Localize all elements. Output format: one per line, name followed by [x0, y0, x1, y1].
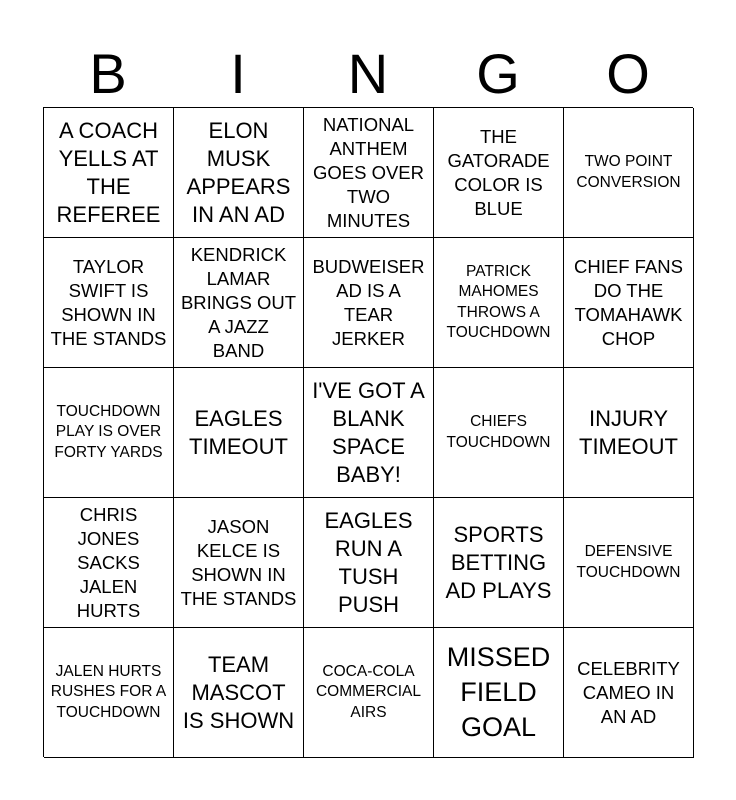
bingo-cell[interactable]: CHIEF FANS DO THE TOMAHAWK CHOP: [564, 238, 694, 368]
bingo-cell[interactable]: DEFENSIVE TOUCHDOWN: [564, 498, 694, 628]
bingo-cell[interactable]: TAYLOR SWIFT IS SHOWN IN THE STANDS: [44, 238, 174, 368]
bingo-cell[interactable]: I'VE GOT A BLANK SPACE BABY!: [304, 368, 434, 498]
bingo-cell[interactable]: A COACH YELLS AT THE REFEREE: [44, 108, 174, 238]
bingo-cell[interactable]: BUDWEISER AD IS A TEAR JERKER: [304, 238, 434, 368]
bingo-cell[interactable]: NATIONAL ANTHEM GOES OVER TWO MINUTES: [304, 108, 434, 238]
header-letter-n: N: [347, 42, 389, 105]
bingo-cell[interactable]: CHIEFS TOUCHDOWN: [434, 368, 564, 498]
bingo-cell[interactable]: ELON MUSK APPEARS IN AN AD: [174, 108, 304, 238]
bingo-cell[interactable]: COCA-COLA COMMERCIAL AIRS: [304, 628, 434, 758]
bingo-cell[interactable]: TWO POINT CONVERSION: [564, 108, 694, 238]
bingo-header: [43, 44, 693, 104]
header-letter-i: I: [230, 42, 246, 105]
bingo-cell[interactable]: SPORTS BETTING AD PLAYS: [434, 498, 564, 628]
header-letter-o: O: [606, 42, 650, 105]
bingo-cell[interactable]: TOUCHDOWN PLAY IS OVER FORTY YARDS: [44, 368, 174, 498]
bingo-cell[interactable]: CHRIS JONES SACKS JALEN HURTS: [44, 498, 174, 628]
bingo-cell[interactable]: CELEBRITY CAMEO IN AN AD: [564, 628, 694, 758]
bingo-cell[interactable]: JALEN HURTS RUSHES FOR A TOUCHDOWN: [44, 628, 174, 758]
bingo-cell[interactable]: EAGLES RUN A TUSH PUSH: [304, 498, 434, 628]
header-letter-g: G: [476, 42, 520, 105]
bingo-cell[interactable]: INJURY TIMEOUT: [564, 368, 694, 498]
bingo-cell[interactable]: JASON KELCE IS SHOWN IN THE STANDS: [174, 498, 304, 628]
bingo-cell[interactable]: THE GATORADE COLOR IS BLUE: [434, 108, 564, 238]
header-letter-b: B: [89, 42, 127, 105]
bingo-cell[interactable]: TEAM MASCOT IS SHOWN: [174, 628, 304, 758]
bingo-cell[interactable]: PATRICK MAHOMES THROWS A TOUCHDOWN: [434, 238, 564, 368]
bingo-grid: [43, 107, 693, 757]
bingo-cell[interactable]: EAGLES TIMEOUT: [174, 368, 304, 498]
bingo-cell[interactable]: KENDRICK LAMAR BRINGS OUT A JAZZ BAND: [174, 238, 304, 368]
bingo-cell[interactable]: MISSED FIELD GOAL: [434, 628, 564, 758]
